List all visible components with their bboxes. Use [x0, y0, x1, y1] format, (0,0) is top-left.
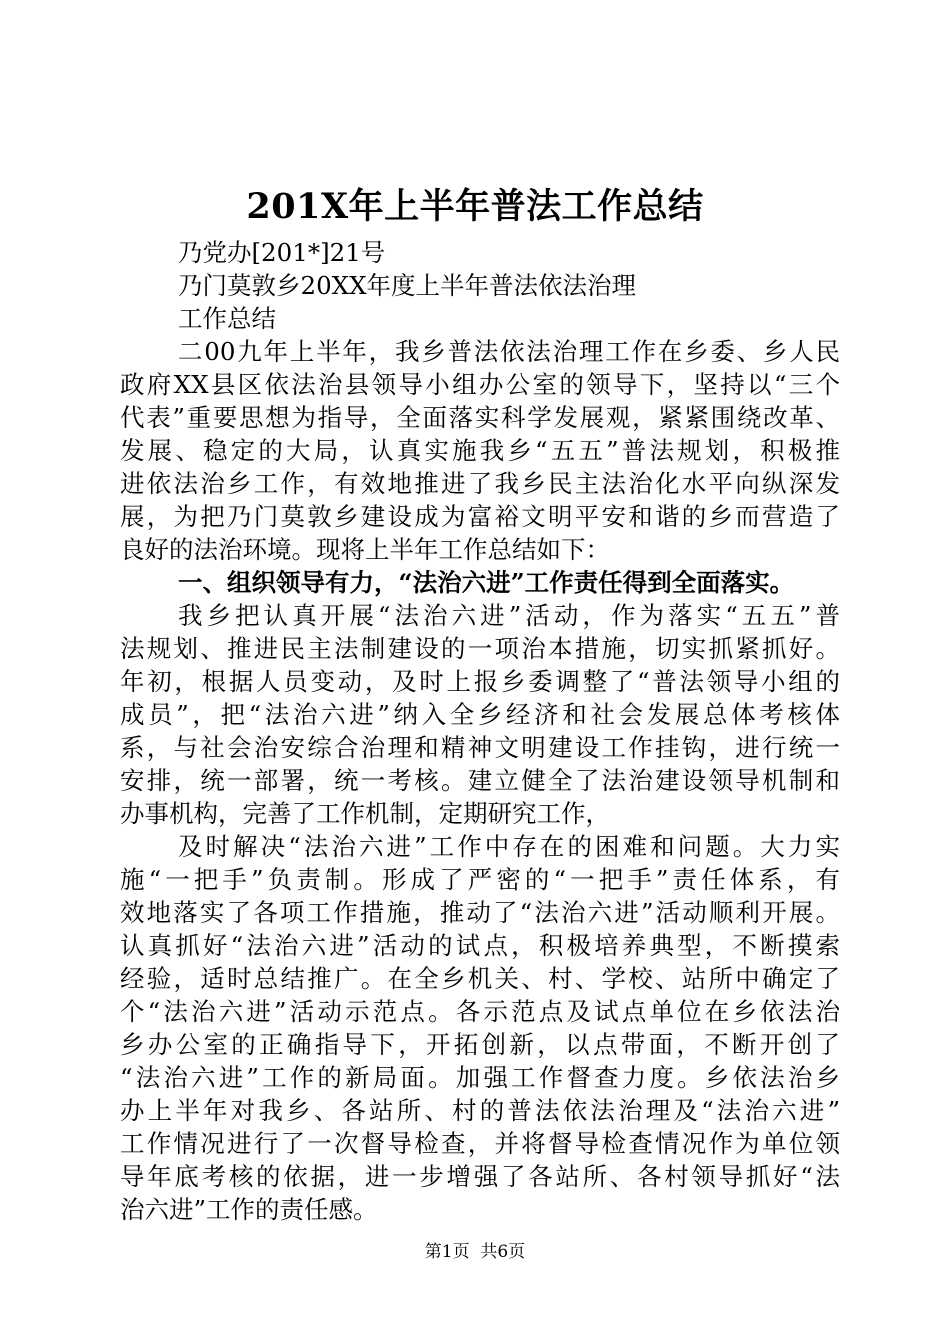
document-body — [120, 236, 840, 1226]
text-line: 系，与社会治安综合治理和精神文明建设工作挂钩，进行统一 — [120, 733, 840, 762]
text-line: 我乡把认真开展“法治六进”活动，作为落实“五五”普 — [178, 601, 840, 630]
text-line: 展，为把乃门莫敦乡建设成为富裕文明平安和谐的乡而营造了 — [120, 502, 840, 531]
text-line: 乃门莫敦乡20XX年度上半年普法依法治理 — [178, 271, 637, 300]
document-title: 201X年上半年普法工作总结 — [246, 186, 704, 227]
text-line: 成员”，把“法治六进”纳入全乡经济和社会发展总体考核体 — [120, 700, 840, 729]
text-line: 代表”重要思想为指导，全面落实科学发展观，紧紧围绕改革、 — [120, 403, 840, 432]
text-line: 法规划、推进民主法制建设的一项治本措施，切实抓紧抓好。 — [120, 634, 840, 663]
text-line: “法治六进”工作的新局面。加强工作督查力度。乡依法治乡 — [120, 1063, 840, 1092]
text-line: 办上半年对我乡、各站所、村的普法依法治理及“法治六进” — [120, 1096, 840, 1125]
text-line: 效地落实了各项工作措施，推动了“法治六进”活动顺利开展。 — [120, 898, 840, 927]
text-line: 认真抓好“法治六进”活动的试点，积极培养典型，不断摸索 — [120, 931, 840, 960]
section-heading: 一、组织领导有力，“法治六进”工作责任得到全面落实。 — [178, 568, 795, 597]
text-line: 年初，根据人员变动，及时上报乡委调整了“普法领导小组的 — [120, 667, 840, 696]
text-line: 二00九年上半年，我乡普法依法治理工作在乡委、乡人民 — [178, 337, 840, 366]
text-line: 导年底考核的依据，进一步增强了各站所、各村领导抓好“法 — [120, 1162, 840, 1191]
text-line: 工作总结 — [178, 304, 276, 333]
page-number-label: 第1页 共6页 — [424, 1242, 526, 1262]
text-line: 乃党办[201*]21号 — [178, 238, 386, 267]
text-line: 办事机构，完善了工作机制，定期研究工作， — [120, 799, 610, 828]
text-line: 工作情况进行了一次督导检查，并将督导检查情况作为单位领 — [120, 1129, 840, 1158]
text-line: 安排，统一部署，统一考核。建立健全了法治建设领导机制和 — [120, 766, 840, 795]
text-line: 进依法治乡工作，有效地推进了我乡民主法治化水平向纵深发 — [120, 469, 840, 498]
text-line: 乡办公室的正确指导下，开拓创新，以点带面，不断开创了 — [120, 1030, 840, 1059]
text-line: 经验，适时总结推广。在全乡机关、村、学校、站所中确定了 — [120, 964, 840, 993]
text-line: 发展、稳定的大局，认真实施我乡“五五”普法规划，积极推 — [120, 436, 840, 465]
text-line: 良好的法治环境。现将上半年工作总结如下： — [120, 535, 610, 564]
text-line: 及时解决“法治六进”工作中存在的困难和问题。大力实 — [178, 832, 840, 861]
text-line: 施“一把手”负责制。形成了严密的“一把手”责任体系，有 — [120, 865, 840, 894]
text-line: 政府XX县区依法治县领导小组办公室的领导下，坚持以“三个 — [120, 370, 840, 399]
page-footer — [0, 1240, 950, 1264]
text-line: 个“法治六进”活动示范点。各示范点及试点单位在乡依法治 — [120, 997, 840, 1026]
text-line: 治六进”工作的责任感。 — [120, 1195, 378, 1224]
